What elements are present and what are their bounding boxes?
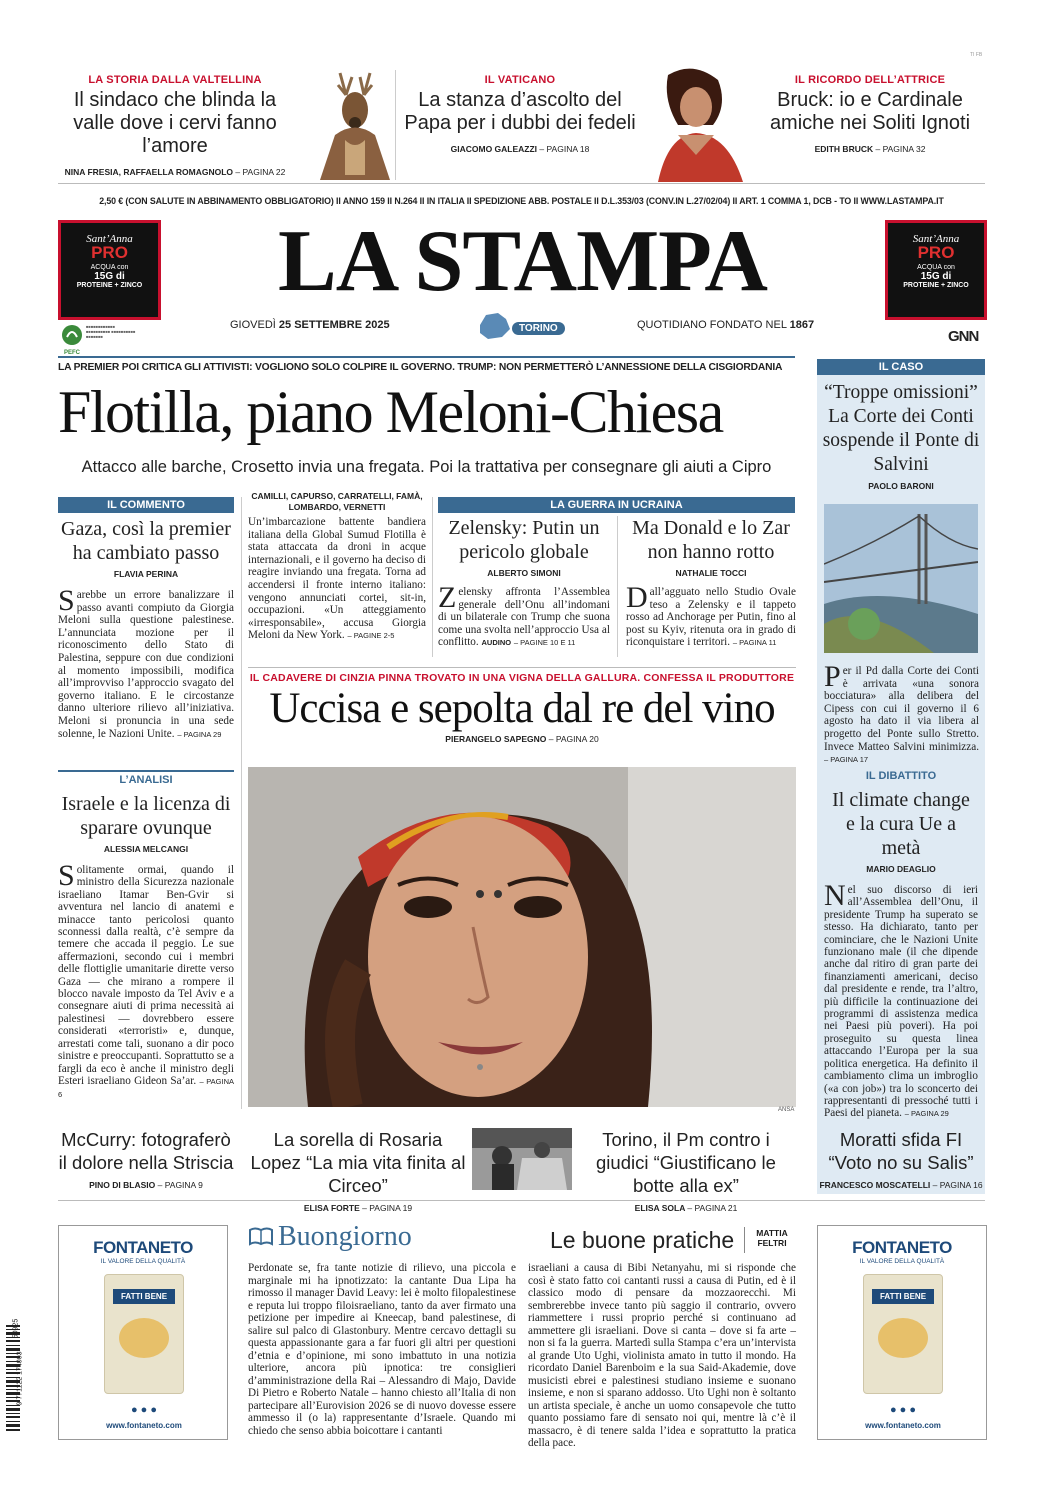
teaser-byline: FRANCESCO MOSCATELLI – PAGINA 16 — [819, 1180, 983, 1190]
buongiorno-col1: Perdonate se, fra tante notizie di rilievo, una piccola e marginale mi ha ipnotizzato: la cantante Dua Lipa ha rimosso il manager David Leavy: lei è molto filopalestinese e reputa lui troppo filoisraeliano, tanto da aver firmato una petizione per impedire ai Kneecap, band palestinese, di salire sul palco di Glastonbury. Mentre cercavo dettagli su questa appassionante gara a far fuori gli altri per questioni d’etnia e d’opinione, mi sono imbattuto in una notizia ulteriore, ancora più ipnotica: tre consiglieri d’amministrazione della Rai – Alessandro di Majo, Davide Di Pietro e Roberto Natale – hanno chiesto all’Italia di non partecipare all’Eurovision 2026 se di nuovo dovesse essere ammesso il (o la) rappresentante d’Israele. Quando mi chiedo che senso abbia boicottare i cantanti — [248, 1262, 516, 1437]
buongiorno-col2: israeliani a causa di Bibi Netanyahu, mi si risponde che così è stato fatto coi cantanti russi a causa di Putin, ed è il classico modo di pensare da mozzaorecchi. Mi sembrerebbe invece tanto più saggio il contrario, ovvero riammettere i russi proprio perché si continuano ad ammettere gli israeliani. Dove si canta – dove si fa arte – non si fa la guerra. Martedì sulla Stampa c’era un’intervista al grande Uto Ughi, violinista amato in tutto il mondo. Ha ricordato Daniel Barenboim e la sua Said-Akademie, dove musicisti ebrei e palestinesi studiano insieme e suonano insieme, e non si sparano addosso. Uto Ughi non è soltanto un artista speciale, è anche un uomo consapevole che tutto quanto possiamo fare di sensato noi qui, mentre là c’è il massacro, è di tenere salda l’idea e soprattutto la pratica della pace. — [528, 1262, 796, 1449]
ad-brand: Sant’Anna — [86, 233, 133, 245]
gnn-logo: GNN — [948, 328, 979, 345]
ad-line1: ACQUA con — [917, 264, 955, 271]
pack-label: FATTI BENE — [113, 1289, 175, 1304]
moratti-teaser[interactable] — [817, 1128, 985, 1190]
article-title: Ma Donald e lo Zar non hanno rotto — [632, 517, 790, 563]
teaser-byline: NINA FRESIA, RAFFAELLA ROMAGNOLO – PAGINA 22 — [64, 167, 286, 177]
article-author: ALBERTO SIMONI — [487, 568, 561, 578]
ad-url: www.fontaneto.com — [106, 1421, 182, 1430]
buongiorno-section[interactable] — [248, 1215, 796, 1449]
article-title: Israele e la licenza di sparare ovunque — [61, 793, 231, 839]
teaser-kicker: IL VATICANO — [484, 74, 556, 86]
teaser-title: McCurry: fotograferò il dolore nella Striscia — [58, 1129, 234, 1173]
teaser-valtellina[interactable] — [55, 74, 295, 177]
social-icons: ● ● ● — [130, 1404, 158, 1416]
teaser-kicker: LA STORIA DALLA VALTELLINA — [88, 74, 262, 86]
ad-line2: 15G di — [920, 271, 952, 282]
top-teasers — [55, 52, 990, 182]
ad-line1: ACQUA con — [90, 264, 129, 271]
section-label: IL CASO — [817, 359, 985, 375]
tocci-article[interactable] — [626, 516, 796, 650]
founded-year: 1867 — [789, 319, 815, 331]
cinzia-pinna-photo[interactable] — [248, 767, 796, 1107]
date: 25 SETTEMBRE 2025 — [278, 319, 390, 331]
corner-mark: TI FB — [970, 52, 983, 58]
article-body: Zelensky affronta l’Assemblea generale dell’Onu all’indomani di un bilaterale con Trump che suona come una svolta nell’approccio Usa al conflitto. AUDINO – PAGINE 10 E 11 — [438, 581, 610, 649]
section-label: L’ANALISI — [58, 770, 234, 786]
main-kicker: LA PREMIER POI CRITICA GLI ATTIVISTI: VOGLIONO SOLO COLPIRE IL GOVERNO. TRUMP: NON PERMETTERÒ L’ANNESSIONE DELLA CISGIORDANIA — [58, 362, 783, 373]
teaser-byline: GIACOMO GALEAZZI – PAGINA 18 — [450, 144, 590, 154]
teaser-title: La sorella di Rosaria Lopez “La mia vita finita al Circeo” — [250, 1129, 466, 1196]
ad-tagline: IL VALORE DELLA QUALITÀ — [100, 1258, 186, 1265]
deer-image — [310, 65, 400, 180]
teaser-title: La stanza d’ascolto del Papa per i dubbi dei fedeli — [404, 89, 636, 134]
vino-kicker: IL CADAVERE DI CINZIA PINNA TROVATO IN UNA VIGNA DELLA GALLURA. CONFESSA IL PRODUTTORE — [249, 672, 795, 684]
fontaneto-ad-left[interactable] — [58, 1225, 228, 1440]
pasta-pack-image — [104, 1274, 184, 1394]
masthead-logo[interactable]: LA STAMPA — [278, 213, 767, 310]
vino-headline: Uccisa e sepolta dal re del vino — [269, 685, 775, 732]
main-headline[interactable]: Flotilla, piano Meloni-Chiesa — [58, 379, 723, 445]
buongiorno-title: Buongiorno — [278, 1221, 412, 1252]
article-author: FLAVIA PERINA — [113, 569, 179, 579]
founded-line — [637, 319, 814, 331]
main-subhead: Attacco alle barche, Crosetto invia una fregata. Poi la trattativa per consegnare gli aiuti a Cipro — [81, 458, 772, 476]
article-author: PAOLO BARONI — [868, 481, 934, 491]
social-icons: ● ● ● — [889, 1404, 917, 1416]
pefc-logo-icon — [60, 324, 84, 354]
pack-label: FATTI BENE — [872, 1289, 934, 1304]
article-authors: CAMILLI, CAPURSO, CARRATELLI, FAMÀ, LOMBARDO, VERNETTI — [251, 491, 423, 512]
fontaneto-ad-right[interactable] — [817, 1225, 987, 1440]
article-body: Nel suo discorso di ieri all’Assemblea dell’Onu, il presidente Trump ha superato se stesso. Ha dichiarato, tanto per cominciare, che le Nazioni Unite funzionano male (il che dipende anche dal ritiro di gran parte dei finanziamenti americani, deciso dal presidente e rende, tra l’altro, più difficile la continuazione dei programmi di assistenza medica nei Paesi più poveri). Ha poi proseguito su questa linea attaccando l’Europa per la sua politica energetica. Ha definito il cambiamento clima un imbroglio («a con job») tra lo sconcerto dei rappresentanti di pressoché tutti i Paesi del pianeta. – PAGINA 29 — [824, 879, 978, 1120]
barcode-issue: 50925 — [12, 1318, 20, 1339]
caso-article[interactable] — [817, 359, 985, 491]
edition-badge[interactable]: TORINO — [512, 322, 565, 335]
founded-prefix: QUOTIDIANO FONDATO NEL — [637, 319, 787, 331]
article-title: Gaza, così la premier ha cambiato passo — [61, 518, 231, 564]
teaser-byline: PINO DI BLASIO – PAGINA 9 — [89, 1180, 203, 1190]
caso-body: Per il Pd dalla Corte dei Conti è arrivata «una sonora bocciatura» alla delibera del Cipess con cui il governo il 6 agosto ha dato il via libera al progetto del Ponte sullo Stretto. Invece Matteo Salvini minimizza. – PAGINA 17 — [824, 660, 979, 765]
teaser-kicker: IL RICORDO DELL’ATTRICE — [794, 74, 946, 86]
ad-brand: FONTANETO — [93, 1238, 193, 1257]
teaser-title: Moratti sfida FI “Voto no su Salis” — [828, 1129, 974, 1173]
teaser-byline: ELISA SOLA – PAGINA 21 — [634, 1203, 738, 1213]
mccurry-teaser[interactable] — [58, 1128, 234, 1190]
teaser-title: Bruck: io e Cardinale amiche nei Soliti Ignoti — [769, 89, 971, 134]
flotilla-article[interactable] — [248, 491, 426, 643]
article-author: MARIO DEAGLIO — [866, 864, 936, 874]
article-title: “Troppe omissioni” La Corte dei Conti sospende il Ponte di Salvini — [822, 382, 980, 475]
dibattito-article[interactable] — [817, 770, 985, 1121]
date-prefix: GIOVEDÌ — [230, 319, 276, 331]
article-body: Sarebbe un errore banalizzare il passo avanti compiuto da Giorgia Meloni sulla questione palestinese. L’annunciata mozione per il riconoscimento dello Stato di Palestina, seppure con due condizioni al momento impossibili, modifica all’improvviso l’approccio svagato del governo italiano. E le circostanze danno ulteriore rilievo all’iniziativa. Meloni si pronuncia in una sede solenne, le Nazioni Unite. – PAGINA 29 — [58, 584, 234, 740]
circeo-photo — [472, 1128, 572, 1190]
column-author — [748, 1228, 796, 1248]
vino-article[interactable] — [248, 672, 796, 744]
book-icon — [248, 1226, 274, 1248]
article-body: Un’imbarcazione battente bandiera italiana della Global Sumud Flotilla è stata attaccata da droni in acque internazionali, e il governo ha deciso di reagire inviando una fregata. Torna ad accendersi il fronte interno italiano: vengono annunciati cortei, sit-in, occupazioni. «Un atteggiamento «irresponsabile», accusa Giorgia Meloni da New York. – PAGINE 2-5 — [248, 516, 426, 642]
pefc-label: PEFC — [63, 350, 80, 356]
ad-product: PRO — [917, 243, 955, 262]
piedmont-map-icon — [476, 311, 512, 341]
teaser-title: Torino, il Pm contro i giudici “Giustificano le botte alla ex” — [596, 1129, 776, 1196]
teaser-title: Il sindaco che blinda la valle dove i cervi fanno l’amore — [73, 89, 277, 157]
ad-line3: PROTEINE + ZINCO — [76, 282, 143, 289]
article-body: Solitamente ormai, quando il ministro della Sicurezza nazionale israeliano Itamar Ben-Gvir si avventura nel lancio di anatemi e minacce tanto pericolosi quanto sconnessi dalla realtà, c’è sempre da temere che accada il peggio. Le sue affermazioni, secondo cui i membri delle flottiglie umanitarie dirette verso Gaza — che mirano a rompere il blocco navale imposto da Tel Aviv e a consegnare aiuti di prima necessità ai palestinesi — dovrebbero essere considerati «terroristi» e, dunque, arrestati come tali, suonano a dir poco sinistre e preoccupanti. Soprattutto se a fargli da eco è anche il ministro degli Esteri israeliano Gideon Sa’ar. – PAGINA 6 — [58, 859, 234, 1100]
pefc-note: ■■■■■■■■■■■■ ■■■■■■■■■■ ■■■■■■■■■■ ■■■■■■■ — [86, 324, 136, 339]
article-author: ALESSIA MELCANGI — [103, 844, 189, 854]
santanna-ad-left[interactable] — [58, 220, 161, 320]
analisi-article[interactable] — [58, 770, 234, 1102]
ponte-stretto-image — [824, 504, 978, 653]
barcode-number: 9 771122 174003 — [16, 1351, 24, 1406]
actress-photo — [648, 65, 748, 182]
pasta-pack-image — [863, 1274, 943, 1394]
article-title: Zelensky: Putin un pericolo globale — [448, 517, 600, 563]
masthead-date — [230, 319, 390, 331]
ucraina-label: LA GUERRA IN UCRAINA — [438, 497, 795, 513]
ad-line2: 15G di — [94, 271, 125, 282]
teaser-byline: EDITH BRUCK – PAGINA 32 — [814, 144, 926, 154]
santanna-ad-right[interactable] — [885, 220, 987, 320]
photo-credit: ANSA — [778, 1107, 795, 1113]
ad-brand: Sant’Anna — [912, 233, 960, 245]
section-label: IL COMMENTO — [58, 497, 234, 513]
author-first: MATTIA — [756, 1228, 788, 1238]
ad-tagline: IL VALORE DELLA QUALITÀ — [859, 1258, 945, 1265]
price-line: 2,50 € (CON SALUTE IN ABBINAMENTO OBBLIGATORIO) II ANNO 159 II N.264 II IN ITALIA II SPEDIZIONE ABB. POSTALE II D.L.353/03 (CONV.IN L.27/02/04) II ART. 1 COMMA 1, DCB - TO II WWW.LASTAMPA.IT — [99, 196, 944, 206]
teaser-byline: ELISA FORTE – PAGINA 19 — [303, 1203, 413, 1213]
vino-byline: PIERANGELO SAPEGNO – PAGINA 20 — [445, 734, 599, 744]
article-body: Dall’agguato nello Studio Ovale teso a Zelensky e il tappeto rosso ad Anchorage per Putin, fino al post su Kyiv, ritenuta ora in grado di riconquistare i territori. – PAGINA 11 — [626, 581, 796, 649]
column-title: Le buone pratiche — [550, 1227, 735, 1253]
section-label: IL DIBATTITO — [865, 770, 937, 782]
teaser-vaticano[interactable] — [400, 74, 640, 154]
ad-line3: PROTEINE + ZINCO — [903, 282, 969, 289]
article-author: NATHALIE TOCCI — [675, 568, 747, 578]
ad-product: PRO — [91, 243, 128, 262]
zelensky-article[interactable] — [438, 516, 610, 650]
teaser-bruck[interactable] — [750, 74, 990, 154]
ad-url: www.fontaneto.com — [865, 1421, 941, 1430]
commento-article[interactable] — [58, 497, 234, 741]
article-title: Il climate change e la cura Ue a metà — [832, 789, 970, 859]
ad-brand: FONTANETO — [852, 1238, 952, 1257]
author-last: FELTRI — [757, 1238, 787, 1248]
